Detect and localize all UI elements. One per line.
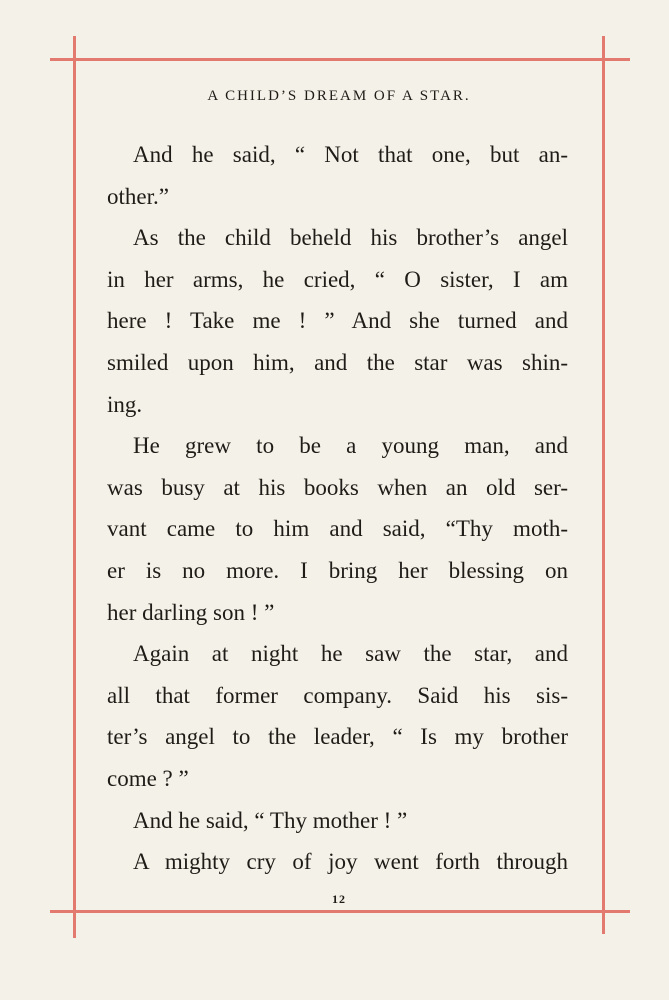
text-line: come ? ”: [107, 765, 189, 791]
text-line: And he said, “ Thy mother ! ”: [133, 807, 408, 833]
text-line: in her arms, he cried, “ O sister, I am: [107, 266, 568, 292]
text-line: A mighty cry of joy went forth through: [133, 849, 568, 875]
text-line: vant came to him and said, “Thy moth-: [107, 516, 568, 542]
text-line: smiled upon him, and the star was shin-: [107, 349, 568, 375]
text-line: here ! Take me ! ” And she turned and: [107, 308, 568, 334]
text-line: He grew to be a young man, and: [133, 433, 568, 459]
border-rule-bottom: [50, 910, 630, 913]
text-line: ter’s angel to the leader, “ Is my brother: [107, 724, 568, 750]
text-line: her darling son ! ”: [107, 599, 275, 625]
text-line: ing.: [107, 391, 143, 417]
border-rule-right: [602, 36, 605, 934]
border-rule-left: [73, 36, 76, 938]
body-text: [107, 134, 568, 883]
text-line: all that former company. Said his sis-: [107, 682, 568, 708]
border-rule-top: [50, 58, 630, 61]
running-head: A CHILD’S DREAM OF A STAR.: [207, 88, 471, 104]
text-line: other.”: [107, 183, 169, 209]
text-line: Again at night he saw the star, and: [133, 641, 568, 667]
text-line: As the child beheld his brother’s angel: [133, 225, 568, 251]
page-number: 12: [332, 892, 346, 906]
text-line: er is no more. I bring her blessing on: [107, 557, 568, 583]
text-line: And he said, “ Not that one, but an-: [133, 142, 568, 167]
text-line: was busy at his books when an old ser-: [107, 474, 568, 500]
